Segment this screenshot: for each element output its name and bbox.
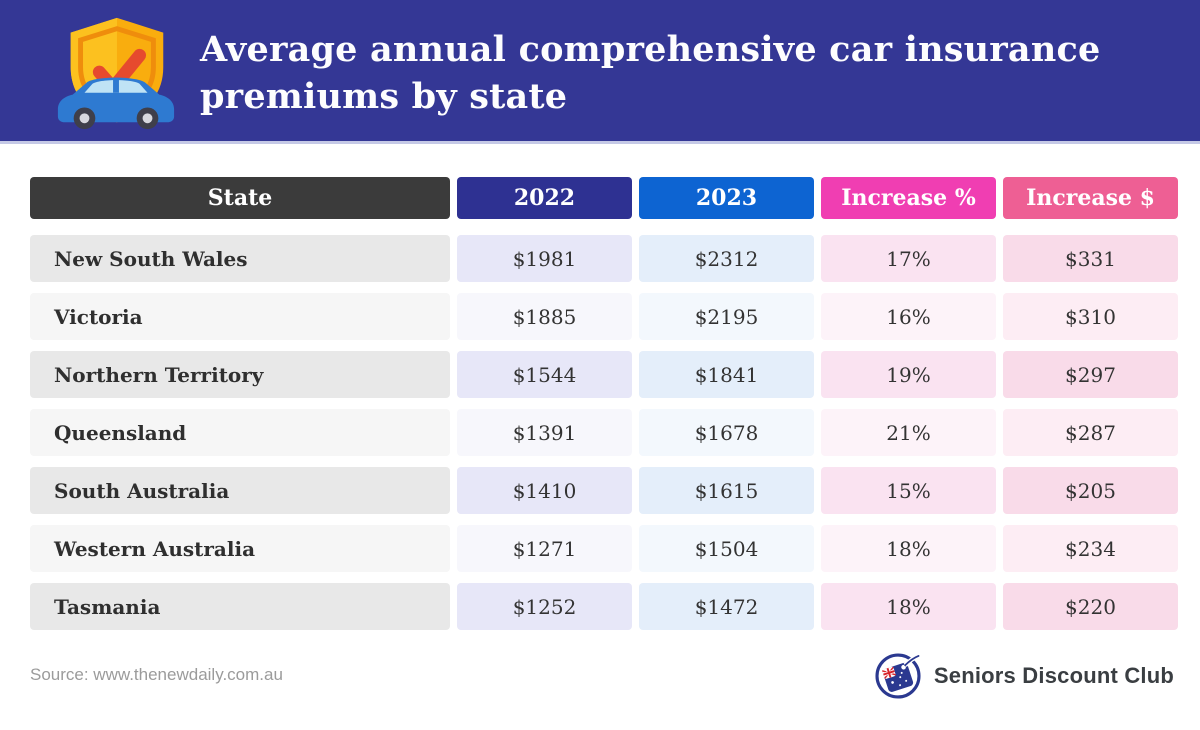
cell-2023: $2312 — [639, 235, 814, 282]
cell-2023: $1472 — [639, 583, 814, 630]
source-text: Source: www.thenewdaily.com.au — [30, 665, 283, 684]
cell-increase-usd: $287 — [1003, 409, 1178, 456]
cell-state: Victoria — [30, 293, 450, 340]
cell-increase-usd: $297 — [1003, 351, 1178, 398]
cell-increase-pct: 17% — [821, 235, 996, 282]
shield-check-car-icon — [52, 14, 180, 132]
cell-state: Northern Territory — [30, 351, 450, 398]
cell-increase-usd: $205 — [1003, 467, 1178, 514]
cell-state: Tasmania — [30, 583, 450, 630]
cell-2022: $1271 — [457, 525, 632, 572]
column-header-2022: 2022 — [457, 177, 632, 219]
cell-2023: $1615 — [639, 467, 814, 514]
seniors-discount-club-icon — [873, 651, 923, 701]
cell-increase-pct: 18% — [821, 525, 996, 572]
cell-state: New South Wales — [30, 235, 450, 282]
header-banner — [0, 0, 1200, 144]
cell-2022: $1885 — [457, 293, 632, 340]
column-header-increase-usd: Increase $ — [1003, 177, 1178, 219]
cell-increase-pct: 15% — [821, 467, 996, 514]
cell-2022: $1252 — [457, 583, 632, 630]
cell-increase-pct: 19% — [821, 351, 996, 398]
page-title-line2: premiums by state — [200, 76, 568, 118]
column-header-state: State — [30, 177, 450, 219]
cell-2023: $2195 — [639, 293, 814, 340]
page-title-line1: Average annual comprehensive car insurance — [200, 29, 1101, 70]
cell-2023: $1678 — [639, 409, 814, 456]
cell-increase-pct: 18% — [821, 583, 996, 630]
cell-increase-usd: $220 — [1003, 583, 1178, 630]
cell-2023: $1504 — [639, 525, 814, 572]
page-title — [200, 26, 1160, 121]
cell-2022: $1391 — [457, 409, 632, 456]
premiums-table — [30, 177, 1178, 630]
cell-state: South Australia — [30, 467, 450, 514]
cell-2022: $1981 — [457, 235, 632, 282]
cell-increase-pct: 16% — [821, 293, 996, 340]
column-header-increase-pct: Increase % — [821, 177, 996, 219]
column-header-2023: 2023 — [639, 177, 814, 219]
brand-name: Seniors Discount Club — [933, 663, 1174, 688]
brand-logo-block — [873, 650, 1174, 702]
cell-increase-usd: $331 — [1003, 235, 1178, 282]
cell-state: Western Australia — [30, 525, 450, 572]
cell-increase-pct: 21% — [821, 409, 996, 456]
cell-increase-usd: $234 — [1003, 525, 1178, 572]
cell-2023: $1841 — [639, 351, 814, 398]
cell-increase-usd: $310 — [1003, 293, 1178, 340]
cell-state: Queensland — [30, 409, 450, 456]
cell-2022: $1410 — [457, 467, 632, 514]
cell-2022: $1544 — [457, 351, 632, 398]
